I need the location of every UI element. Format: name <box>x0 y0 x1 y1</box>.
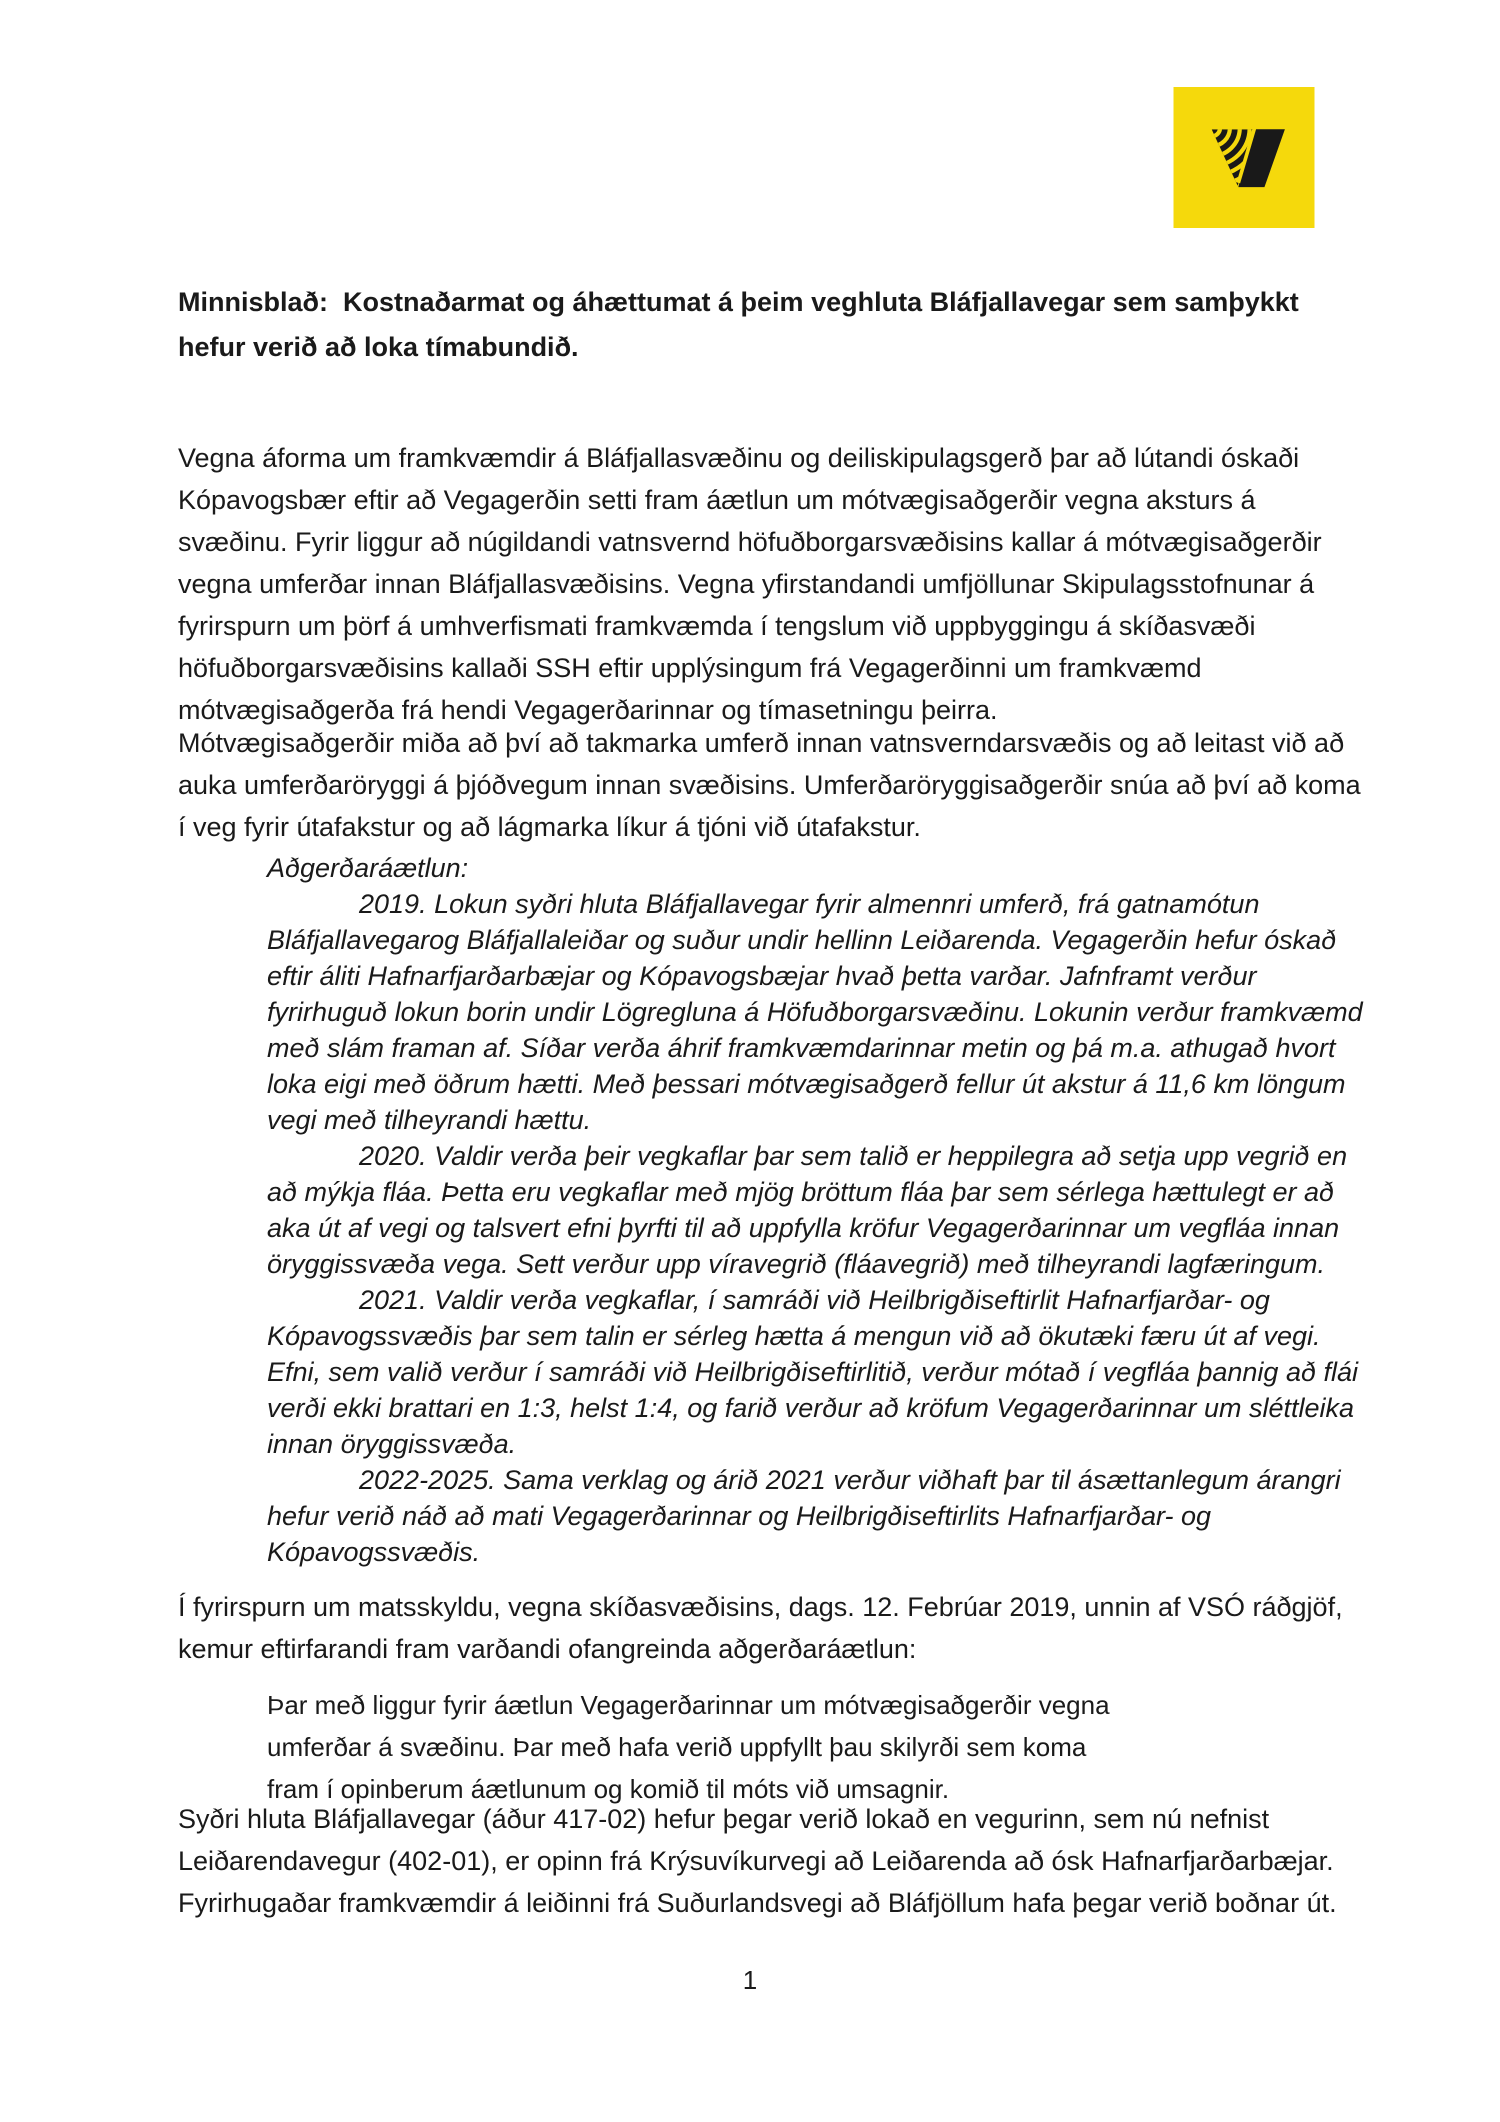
action-plan-item-2020: 2020. Valdir verða þeir vegkaflar þar sem talið er heppilegra að setja upp vegrið en að mýkja fláa. Þetta eru vegkaflar með mjög bröttum fláa þar sem sérlega hættulegt er að aka út af vegi og talsvert efni þyrfti til að uppfylla kröfur Vegagerðarinnar um vegfláa innan öryggissvæða vega. Sett verður upp víravegrið (fláavegrið) með tilheyrandi lagfæringum. <box>267 1141 1348 1279</box>
paragraph-quote: Þar með liggur fyrir áætlun Vegagerðarinnar um mótvægisaðgerðir vegna umferðar á svæðinu. Þar með hafa verið uppfyllt þau skilyrði sem koma fram í opinberum áætlunum og komið til móts við umsagnir. <box>267 1690 1110 1804</box>
paragraph-inquiry: Í fyrirspurn um matsskyldu, vegna skíðasvæðisins, dags. 12. Febrúar 2019, unnin af VSÓ ráðgjöf, kemur eftirfarandi fram varðandi ofangreinda aðgerðaráætlun: <box>178 1592 1343 1664</box>
page-number: 1 <box>742 1965 758 1995</box>
paragraph-closing: Syðri hluta Bláfjallavegar (áður 417-02) hefur þegar verið lokað en vegurinn, sem nú nefnist Leiðarendavegur (402-01), er opinn frá Krýsuvíkurvegi að Leiðarenda að ósk Hafnarfjarðarbæjar. Fyrirhugaðar framkvæmdir á leiðinni frá Suðurlandsvegi að Bláfjöllum hafa þegar verið boðnar út. <box>178 1804 1337 1918</box>
action-plan-item-2019: 2019. Lokun syðri hluta Bláfjallavegar fyrir almennri umferð, frá gatnamótun Bláfjallavegarog Bláfjallaleiðar og suður undir hellinn Leiðarenda. Vegagerðin hefur óskað eftir áliti Hafnarfjarðarbæjar og Kópavogsbæjar hvað þetta varðar. Jafnframt verður fyrirhuguð lokun borin undir Lögregluna á Höfuðborgarsvæðinu. Lokunin verður framkvæmd með slám framan af. Síðar verða áhrif framkvæmdarinnar metin og þá m.a. athugað hvort loka eigi með öðrum hætti. Með þessari mótvægisaðgerð fellur út akstur á 11,6 km löngum vegi með tilheyrandi hættu. <box>267 889 1363 1135</box>
action-plan-block <box>267 850 1367 1570</box>
document-title: Minnisblað: Kostnaðarmat og áhættumat á þeim veghluta Bláfjallavegar sem samþykkt hefur verið að loka tímabundið. <box>178 287 1307 362</box>
paragraph-intro-1: Vegna áforma um framkvæmdir á Bláfjallasvæðinu og deiliskipulagsgerð þar að lútandi óskaði Kópavogsbær eftir að Vegagerðin setti fram áætlun um mótvægisaðgerðir vegna aksturs á svæðinu. Fyrir liggur að núgildandi vatnsvernd höfuðborgarsvæðisins kallar á mótvægisaðgerðir vegna umferðar innan Bláfjallasvæðisins. Vegna yfirstandandi umfjöllunar Skipulagsstofnunar á fyrirspurn um þörf á umhverfismati framkvæmda í tengslum við uppbyggingu á skíðasvæði höfuðborgarsvæðisins kallaði SSH eftir upplýsingum frá Vegagerðinni um framkvæmd mótvægisaðgerða frá hendi Vegagerðarinnar og tímasetningu þeirra. <box>178 443 1322 725</box>
vegagerdin-logo-icon <box>1173 87 1315 228</box>
action-plan-heading: Aðgerðaráætlun: <box>267 853 469 883</box>
paragraph-intro-2: Mótvægisaðgerðir miða að því að takmarka umferð innan vatnsverndarsvæðis og að leitast við að auka umferðaröryggi á þjóðvegum innan svæðisins. Umferðaröryggisaðgerðir snúa að því að koma í veg fyrir útafakstur og að lágmarka líkur á tjóni við útafakstur. <box>178 728 1361 842</box>
action-plan-item-2021: 2021. Valdir verða vegkaflar, í samráði við Heilbrigðiseftirlit Hafnarfjarðar- og Kópavogssvæðis þar sem talin er sérleg hætta á mengun við að ökutæki færu út af vegi. Efni, sem valið verður í samráði við Heilbrigðiseftirlitið, verður mótað í vegfláa þannig að flái verði ekki brattari en 1:3, helst 1:4, og farið verður að kröfum Vegagerðarinnar um sléttleika innan öryggissvæða. <box>267 1285 1358 1459</box>
vegagerdin-logo <box>1173 87 1315 228</box>
action-plan-item-2022-2025: 2022-2025. Sama verklag og árið 2021 verður viðhaft þar til ásættanlegum árangri hefur verið náð að mati Vegagerðarinnar og Heilbrigðiseftirlits Hafnarfjarðar- og Kópavogssvæðis. <box>267 1465 1341 1567</box>
